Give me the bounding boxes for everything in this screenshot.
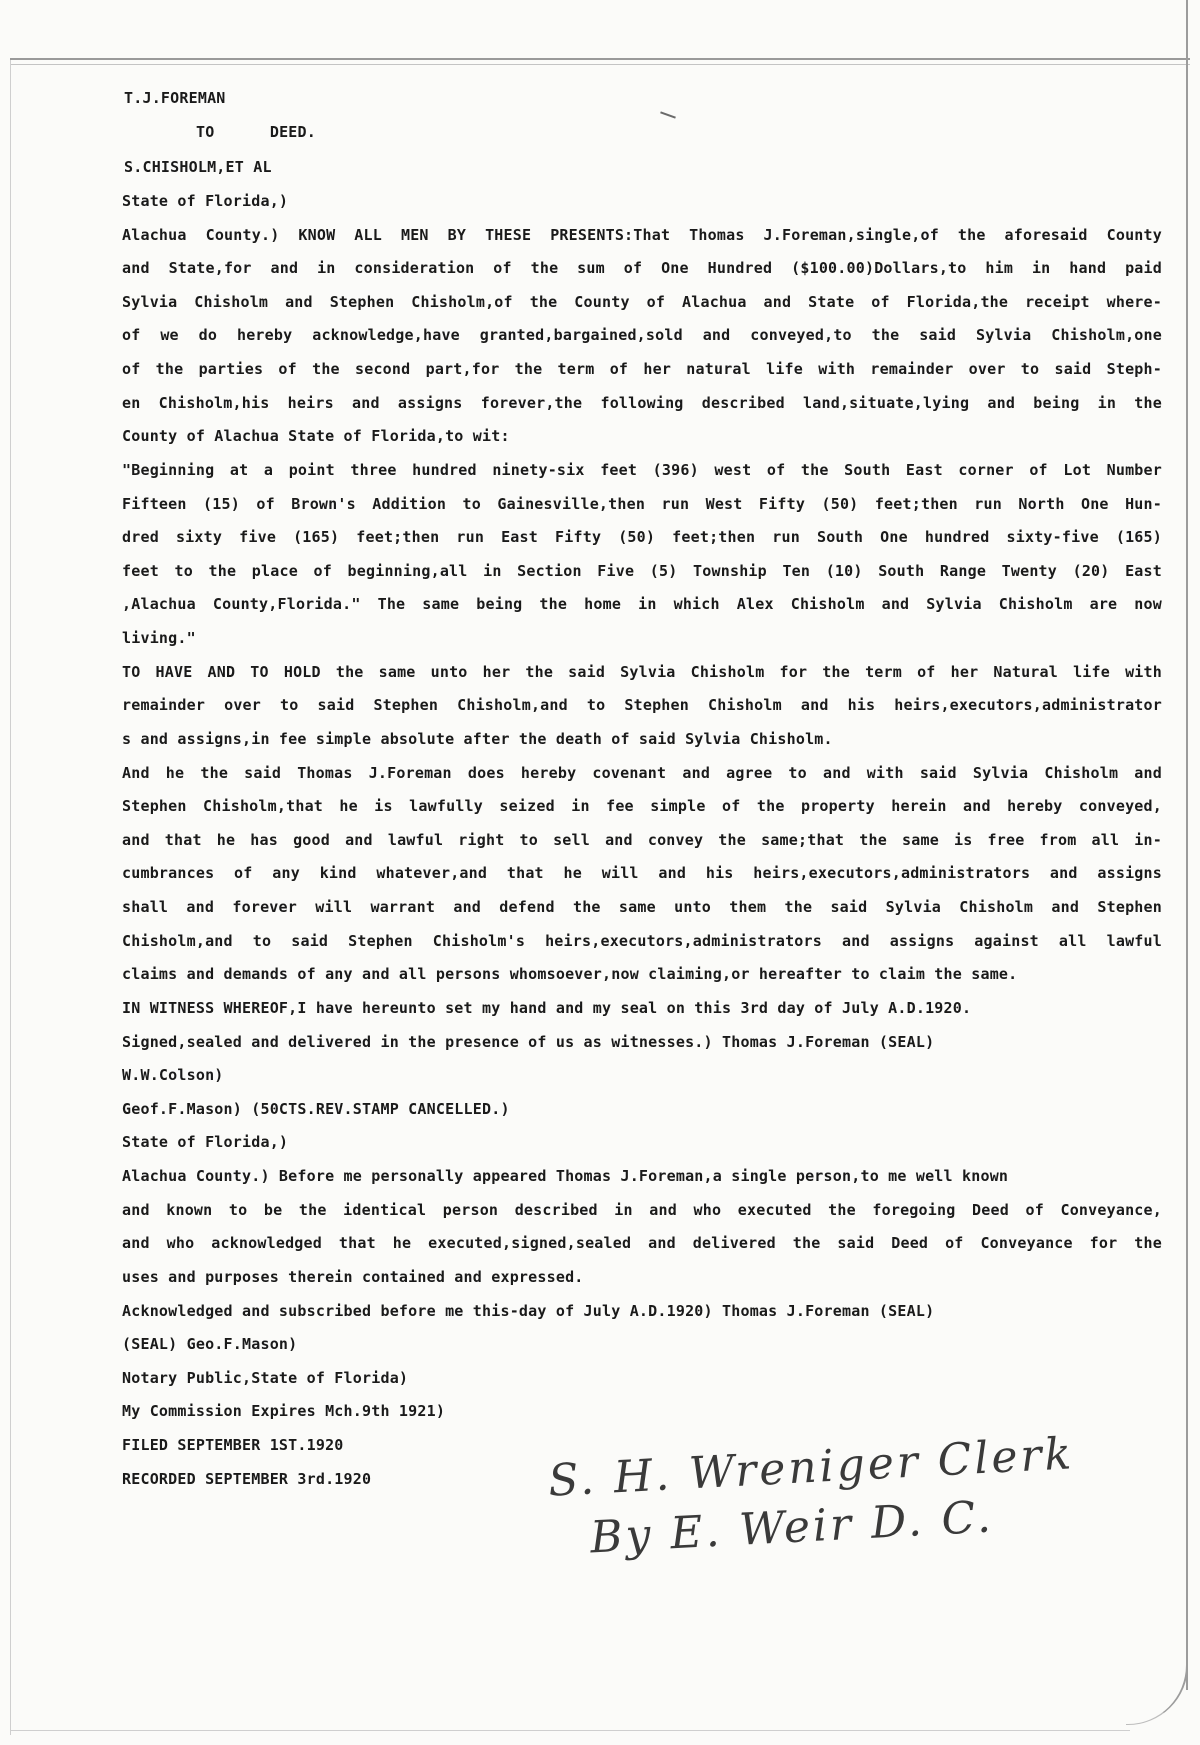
habendum-line: TO HAVE AND TO HOLD the same unto her the said Sylvia Chisholm for the term of her Natural life with — [122, 663, 1162, 681]
witness-line: IN WITNESS WHEREOF,I have hereunto set my hand and my seal on this 3rd day of July A.D.1920. — [122, 999, 972, 1017]
left-margin-rule — [10, 60, 11, 1735]
covenant-line: and that he has good and lawful right to sell and convey the same;that the same is free from all in- — [122, 831, 1162, 849]
top-rule — [10, 58, 1190, 65]
notary-line: Notary Public,State of Florida) — [122, 1369, 409, 1387]
stray-pen-mark — [660, 111, 676, 118]
habendum-line: s and assigns,in fee simple absolute after the death of said Sylvia Chisholm. — [122, 730, 833, 748]
covenant-line: Chisholm,and to said Stephen Chisholm's heirs,executors,administrators and assigns against all lawful — [122, 932, 1162, 950]
to-deed-heading: TO DEED. — [196, 123, 316, 141]
covenant-line: And he the said Thomas J.Foreman does hereby covenant and agree to and with said Sylvia Chisholm and — [122, 764, 1162, 782]
bottom-rule — [10, 1730, 1130, 1731]
filed-date: FILED SEPTEMBER 1ST.1920 — [122, 1436, 344, 1454]
acknowledgment-line: State of Florida,) — [122, 1133, 289, 1151]
covenant-line: shall and forever will warrant and defend the same unto them the said Sylvia Chisholm and Stephen — [122, 898, 1162, 916]
body-line: County of Alachua State of Florida,to wit: — [122, 427, 510, 445]
legal-description-line: Fifteen (15) of Brown's Addition to Gainesville,then run West Fifty (50) feet;then run North One Hun- — [122, 495, 1162, 513]
body-line: en Chisholm,his heirs and assigns forever,the following described land,situate,lying and being in the — [122, 394, 1162, 412]
acknowledgment-line: Acknowledged and subscribed before me this-day of July A.D.1920) Thomas J.Foreman (SEAL) — [122, 1302, 935, 1320]
body-line: of the parties of the second part,for the term of her natural life with remainder over to said Steph- — [122, 360, 1162, 378]
acknowledgment-line: uses and purposes therein contained and expressed. — [122, 1268, 584, 1286]
body-line: Sylvia Chisholm and Stephen Chisholm,of the County of Alachua and State of Florida,the receipt where- — [122, 293, 1162, 311]
covenant-line: Stephen Chisholm,that he is lawfully seized in fee simple of the property herein and hereby conveyed, — [122, 797, 1162, 815]
acknowledgment-line: and known to be the identical person described in and who executed the foregoing Deed of Conveyance, — [122, 1201, 1162, 1219]
legal-description-line: "Beginning at a point three hundred ninety-six feet (396) west of the South East corner of Lot Number — [122, 461, 1162, 479]
witness-name: W.W.Colson) — [122, 1066, 224, 1084]
notary-line: My Commission Expires Mch.9th 1921) — [122, 1402, 446, 1420]
legal-description-line: ,Alachua County,Florida." The same being the home in which Alex Chisholm and Sylvia Chisholm are now — [122, 595, 1162, 613]
acknowledgment-line: and who acknowledged that he executed,signed,sealed and delivered the said Deed of Conveyance for the — [122, 1234, 1162, 1252]
acknowledgment-line: Alachua County.) Before me personally appeared Thomas J.Foreman,a single person,to me well known — [122, 1167, 1009, 1185]
legal-description-line: dred sixty five (165) feet;then run East Fifty (50) feet;then run South One hundred sixty-five (165) — [122, 528, 1162, 546]
body-line: Alachua County.) KNOW ALL MEN BY THESE PRESENTS:That Thomas J.Foreman,single,of the aforesaid County — [122, 226, 1162, 244]
notary-line: (SEAL) Geo.F.Mason) — [122, 1335, 298, 1353]
legal-description-line: living." — [122, 629, 196, 647]
witness-name: Geof.F.Mason) (50CTS.REV.STAMP CANCELLED.) — [122, 1100, 510, 1118]
body-line: State of Florida,) — [122, 192, 289, 210]
page-corner — [1126, 1664, 1188, 1725]
deputy-clerk-signature: By E. Weir D. C. — [588, 1491, 995, 1564]
grantees-heading: S.CHISHOLM,ET AL — [124, 158, 272, 176]
clerk-signature: S. H. Wreniger Clerk — [547, 1428, 1076, 1507]
habendum-line: remainder over to said Stephen Chisholm,and to Stephen Chisholm and his heirs,executors,administrator — [122, 696, 1162, 714]
body-line: and State,for and in consideration of the sum of One Hundred ($100.00)Dollars,to him in hand paid — [122, 259, 1162, 277]
covenant-line: cumbrances of any kind whatever,and that he will and his heirs,executors,administrators and assigns — [122, 864, 1162, 882]
recorded-date: RECORDED SEPTEMBER 3rd.1920 — [122, 1470, 372, 1488]
legal-description-line: feet to the place of beginning,all in Section Five (5) Township Ten (10) South Range Twenty (20) East — [122, 562, 1162, 580]
covenant-line: claims and demands of any and all persons whomsoever,now claiming,or hereafter to claim the same. — [122, 965, 1018, 983]
signature-line: Signed,sealed and delivered in the presence of us as witnesses.) Thomas J.Foreman (SEAL) — [122, 1033, 935, 1051]
right-margin-rule — [1186, 0, 1188, 1690]
body-line: of we do hereby acknowledge,have granted,bargained,sold and conveyed,to the said Sylvia Chisholm,one — [122, 326, 1162, 344]
grantor-heading: T.J.FOREMAN — [124, 89, 226, 107]
